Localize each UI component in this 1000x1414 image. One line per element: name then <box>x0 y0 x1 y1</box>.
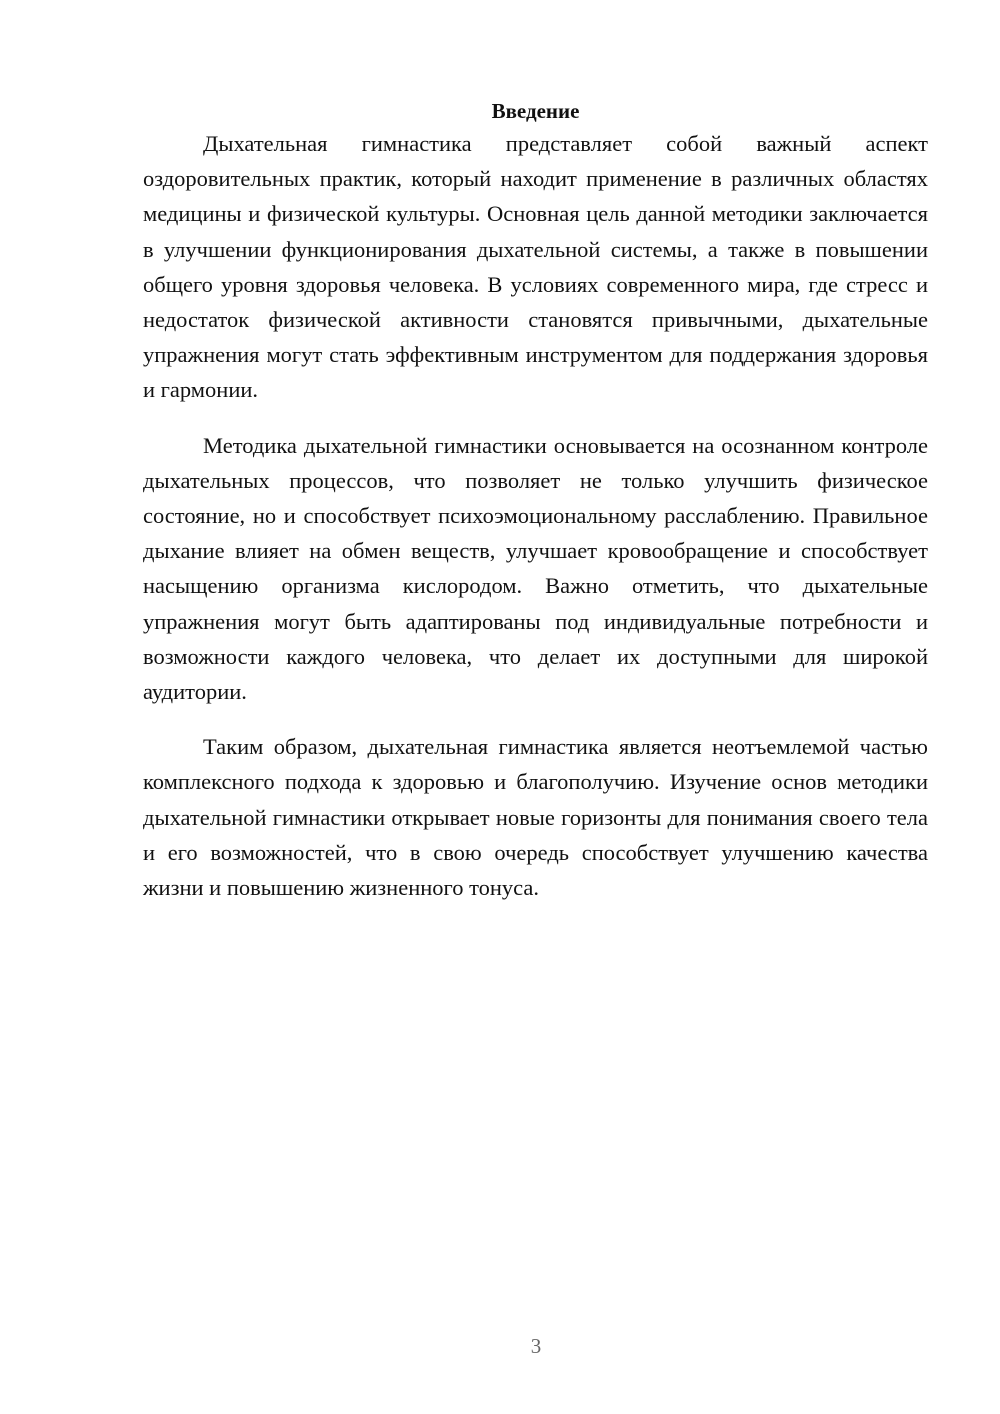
section-heading: Введение <box>491 99 580 123</box>
paragraph-intro: Дыхательная гимнастика представляет собой важный аспект оздоровительных практик, который находит применение в различных областях медицины и физической культуры. Основная цель данной методики заключается в улучшении функционирования дыхательной системы, а также в повышении общего уровня здоровья человека. В условиях современного мира, где стресс и недостаток физической активности становятся привычными, дыхательные упражнения могут стать эффективным инструментом для поддержания здоровья и гармонии. <box>143 131 928 403</box>
page-content <box>143 96 928 905</box>
page-number: 3 <box>530 1334 542 1358</box>
paragraph-conclusion: Таким образом, дыхательная гимнастика является неотъемлемой частью комплексного подхода к здоровью и благополучию. Изучение основ методики дыхательной гимнастики открывает новые горизонты для понимания своего тела и его возможностей, что в свою очередь способствует улучшению качества жизни и повышению жизненного тонуса. <box>143 734 928 901</box>
paragraph-method: Методика дыхательной гимнастики основывается на осознанном контроле дыхательных процессов, что позволяет не только улучшить физическое состояние, но и способствует психоэмоциональному расслаблению. Правильное дыхание влияет на обмен веществ, улучшает кровообращение и способствует насыщению организма кислородом. Важно отметить, что дыхательные упражнения могут быть адаптированы под индивидуальные потребности и возможности каждого человека, что делает их доступными для широкой аудитории. <box>143 432 928 705</box>
